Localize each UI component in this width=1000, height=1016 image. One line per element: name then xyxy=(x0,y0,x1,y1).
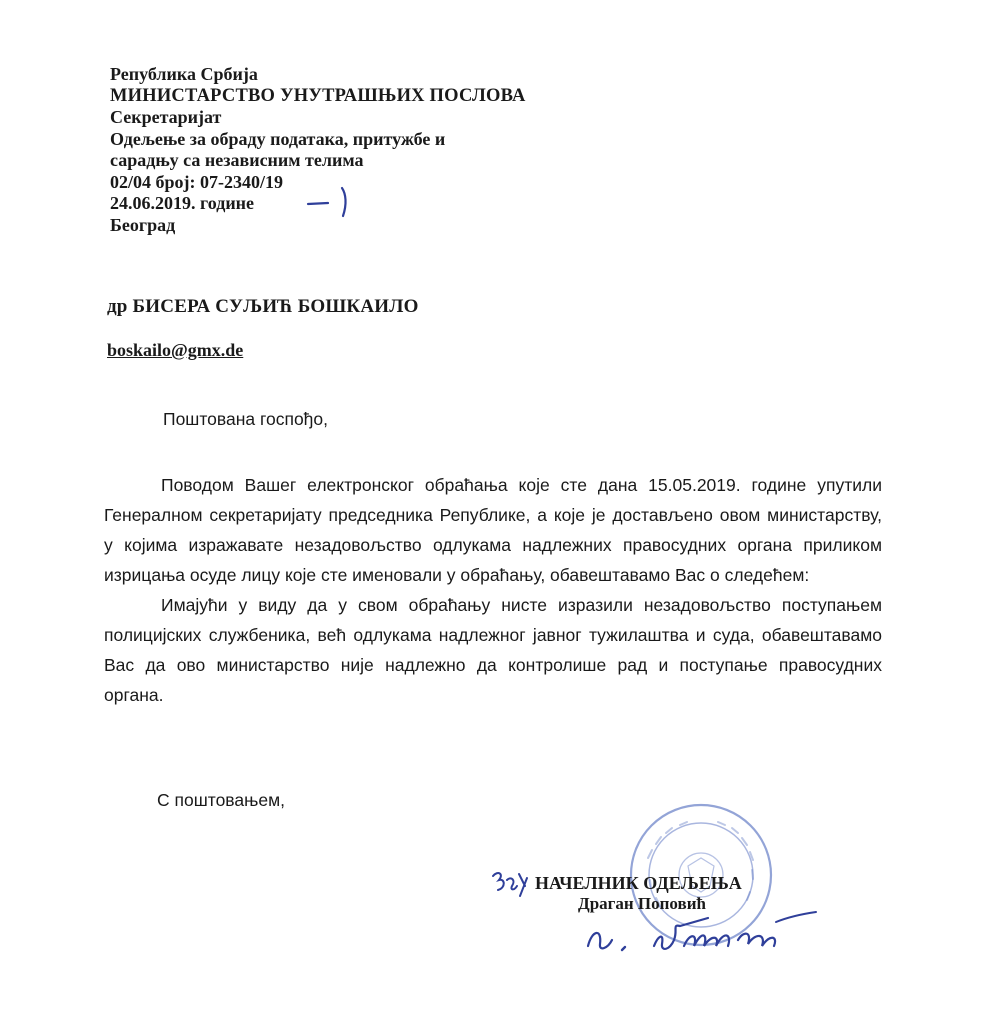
secretariat-name: Секретаријат xyxy=(110,107,222,127)
paragraph-1-line: у којима изражавате незадовољство одлукама надлежних правосудних органа приликом xyxy=(104,535,882,555)
closing-phrase: С поштовањем, xyxy=(157,790,285,810)
paragraph-1-line: Поводом Вашег електронског обраћања које сте дана 15.05.2019. године упутили xyxy=(161,475,882,495)
country-name: Република Србија xyxy=(110,64,258,84)
reference-number: 02/04 број: 07-2340/19 xyxy=(110,171,283,192)
handwritten-signature-icon xyxy=(580,900,820,960)
recipient-email: boskailo@gmx.de xyxy=(107,340,244,360)
paragraph-1-line: изрицања осуде лицу које сте именовали у обраћању, обавештавамо Вас о следећем: xyxy=(104,565,810,585)
paragraph-1 xyxy=(104,470,882,590)
letter-date: 24.06.2019. године xyxy=(110,193,255,213)
paragraph-2-line: Вас да ово министарство није надлежно да контролише рад и поступање правосудних xyxy=(104,655,882,675)
paragraph-2-line: Имајући у виду да у свом обраћању нисте изразили незадовољство поступањем xyxy=(161,595,882,615)
letter-body xyxy=(104,470,882,710)
recipient-name: др БИСЕРА СУЉИЋ БОШКАИЛО xyxy=(107,296,419,317)
paragraph-2-line: органа. xyxy=(104,685,164,705)
paragraph-1-line: Генералном секретаријату председника Републике, а које је достављено овом министарству, xyxy=(104,505,882,525)
greeting: Поштована госпођо, xyxy=(163,409,329,429)
handwritten-initials-icon xyxy=(490,866,532,900)
handwritten-mark-icon xyxy=(306,184,356,220)
paragraph-2-line: полицијских службеника, већ одлукама надлежног јавног тужилаштва и суда, обавештавамо xyxy=(104,625,882,645)
department-name-line1: Одељење за обраду података, притужбе и xyxy=(110,128,446,149)
department-name-line2: сарадњу са независним телима xyxy=(110,150,364,170)
signatory-title: НАЧЕЛНИК ОДЕЉЕЊА xyxy=(535,873,742,893)
ministry-name: МИНИСТАРСТВО УНУТРАШЊИХ ПОСЛОВА xyxy=(110,85,526,106)
letter-city: Београд xyxy=(110,214,176,235)
paragraph-2 xyxy=(104,590,882,710)
signatory-name: Драган Поповић xyxy=(578,894,706,913)
